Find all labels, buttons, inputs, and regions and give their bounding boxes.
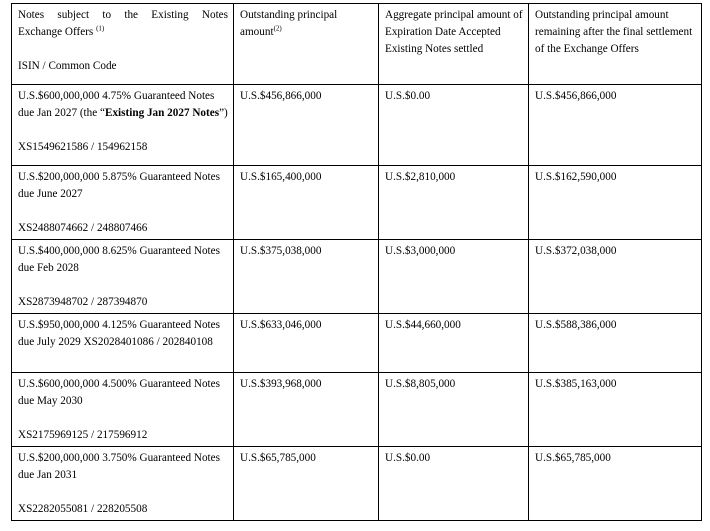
header-remaining-principal	[529, 4, 702, 85]
header-outstanding-principal	[234, 4, 379, 85]
note-desc: U.S.$400,000,000 8.625% Guaranteed Notes due Feb 2028	[18, 245, 220, 274]
note-desc-pre: U.S.$600,000,000 4.75% Guaranteed Notes due Jan 2027 (the “	[18, 90, 215, 119]
outstanding-amount: U.S.$633,046,000	[234, 314, 379, 373]
remaining-amount: U.S.$65,785,000	[529, 447, 702, 521]
table-row	[12, 240, 702, 314]
note-description	[12, 240, 234, 314]
note-isin: XS1549621586 / 154962158	[18, 141, 148, 153]
header-notes-subject	[12, 4, 234, 85]
header-isin-common-code: ISIN / Common Code	[18, 60, 117, 72]
header-col2-text: Outstanding principal amount	[240, 9, 338, 38]
header-col1-line2: Exchange Offers	[18, 26, 94, 38]
note-desc-post: ”)	[219, 107, 228, 119]
footnote-marker-2: (2)	[273, 24, 282, 33]
remaining-amount: U.S.$588,386,000	[529, 314, 702, 373]
note-isin: XS2175969125 / 217596912	[18, 429, 148, 441]
table-row	[12, 85, 702, 166]
settled-amount: U.S.$3,000,000	[379, 240, 529, 314]
outstanding-amount: U.S.$393,968,000	[234, 373, 379, 447]
table-row	[12, 447, 702, 521]
note-desc: U.S.$200,000,000 3.750% Guaranteed Notes due Jan 2031	[18, 452, 220, 481]
settled-amount: U.S.$0.00	[379, 85, 529, 166]
note-description	[12, 85, 234, 166]
note-description	[12, 314, 234, 373]
note-desc: U.S.$600,000,000 4.500% Guaranteed Notes due May 2030	[18, 378, 220, 407]
header-col4-text: Outstanding principal amount remaining after the final settlement of the Exchange Offers	[535, 9, 693, 55]
remaining-amount: U.S.$372,038,000	[529, 240, 702, 314]
exchange-offers-table	[11, 3, 702, 521]
settled-amount: U.S.$2,810,000	[379, 166, 529, 240]
header-aggregate-settled	[379, 4, 529, 85]
note-description	[12, 447, 234, 521]
outstanding-amount: U.S.$165,400,000	[234, 166, 379, 240]
header-col1-line1: Notes subject to the Existing Notes	[18, 9, 228, 21]
remaining-amount: U.S.$385,163,000	[529, 373, 702, 447]
table-row	[12, 166, 702, 240]
note-isin: XS2488074662 / 248807466	[18, 222, 148, 234]
settled-amount: U.S.$44,660,000	[379, 314, 529, 373]
outstanding-amount: U.S.$65,785,000	[234, 447, 379, 521]
remaining-amount: U.S.$456,866,000	[529, 85, 702, 166]
note-desc: U.S.$200,000,000 5.875% Guaranteed Notes due June 2027	[18, 171, 220, 200]
note-isin: XS2873948702 / 287394870	[18, 296, 148, 308]
note-defined-term: Existing Jan 2027 Notes	[105, 107, 220, 119]
table-header-row	[12, 4, 702, 85]
settled-amount: U.S.$8,805,000	[379, 373, 529, 447]
note-description	[12, 166, 234, 240]
outstanding-amount: U.S.$375,038,000	[234, 240, 379, 314]
header-col3-text: Aggregate principal amount of Expiration Date Accepted Existing Notes settled	[385, 9, 523, 55]
outstanding-amount: U.S.$456,866,000	[234, 85, 379, 166]
note-description	[12, 373, 234, 447]
footnote-marker-1: (1)	[96, 24, 105, 33]
note-desc: U.S.$950,000,000 4.125% Guaranteed Notes due July 2029 XS2028401086 / 202840108	[18, 319, 220, 348]
table-row	[12, 373, 702, 447]
table-row	[12, 314, 702, 373]
remaining-amount: U.S.$162,590,000	[529, 166, 702, 240]
note-isin: XS2282055081 / 228205508	[18, 503, 148, 515]
settled-amount: U.S.$0.00	[379, 447, 529, 521]
